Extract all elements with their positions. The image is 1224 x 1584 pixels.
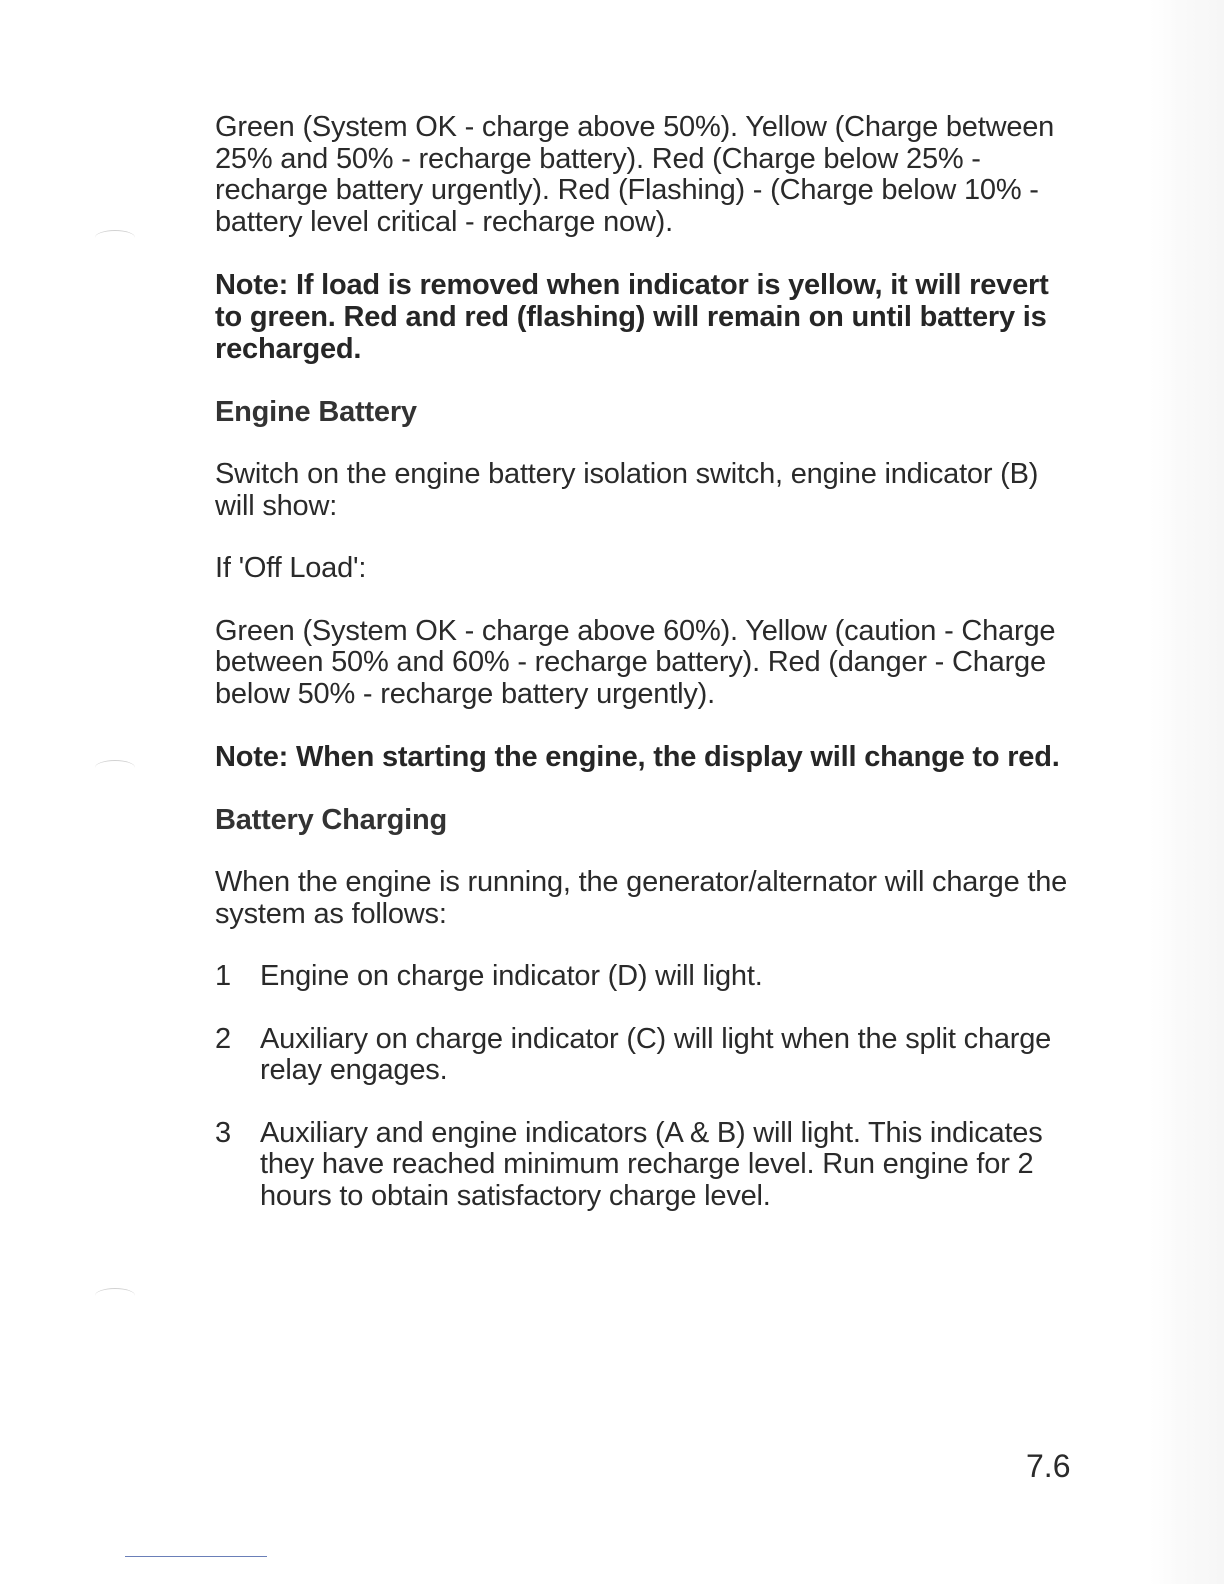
- engine-levels-paragraph: Green (System OK - charge above 60%). Yellow (caution - Charge between 50% and 60% - recharge battery). Red (danger - Charge below 50% - recharge battery urgently).: [215, 614, 1056, 710]
- scan-edge-shadow: [1150, 0, 1224, 1584]
- list-item: [215, 1024, 1075, 1087]
- list-item: [215, 961, 1075, 993]
- margin-punch-mark: [95, 760, 135, 775]
- engine-switch-paragraph: Switch on the engine battery isolation switch, engine indicator (B) will show:: [215, 458, 1039, 522]
- margin-punch-mark: [95, 1288, 135, 1303]
- aux-levels-paragraph: Green (System OK - charge above 50%). Yellow (Charge between 25% and 50% - recharge battery). Red (Charge below 25% - recharge battery urgently). Red (Flashing) - (Charge below 10% - battery level critical - recharge now).: [215, 111, 1055, 238]
- list-item-number: 3: [215, 1116, 231, 1149]
- list-item-text: Auxiliary on charge indicator (C) will light when the split charge relay engages.: [260, 1022, 1052, 1086]
- list-item-number: 1: [215, 960, 231, 992]
- scan-artifact-line: [125, 1556, 267, 1557]
- off-load-paragraph: If 'Off Load':: [215, 552, 367, 584]
- charging-intro-paragraph: When the engine is running, the generator/alternator will charge the system as follows:: [215, 866, 1068, 930]
- starting-engine-note: Note: When starting the engine, the display will change to red.: [215, 741, 1060, 773]
- list-item: [215, 1118, 1075, 1213]
- list-item-text: Engine on charge indicator (D) will light.: [260, 960, 763, 992]
- margin-punch-mark: [95, 230, 135, 245]
- battery-charging-heading: Battery Charging: [215, 804, 448, 836]
- charging-steps-list: [215, 961, 1075, 1212]
- page-number: 7.6: [1026, 1448, 1071, 1484]
- engine-battery-heading: Engine Battery: [215, 396, 417, 428]
- page-content: [215, 112, 1075, 1243]
- load-removed-note: Note: If load is removed when indicator is yellow, it will revert to green. Red and red (flashing) will remain on until battery is recharged.: [215, 269, 1049, 365]
- list-item-number: 2: [215, 1022, 231, 1055]
- list-item-text: Auxiliary and engine indicators (A & B) will light. This indicates they have reached minimum recharge level. Run engine for 2 hours to obtain satisfactory charge level.: [260, 1116, 1043, 1212]
